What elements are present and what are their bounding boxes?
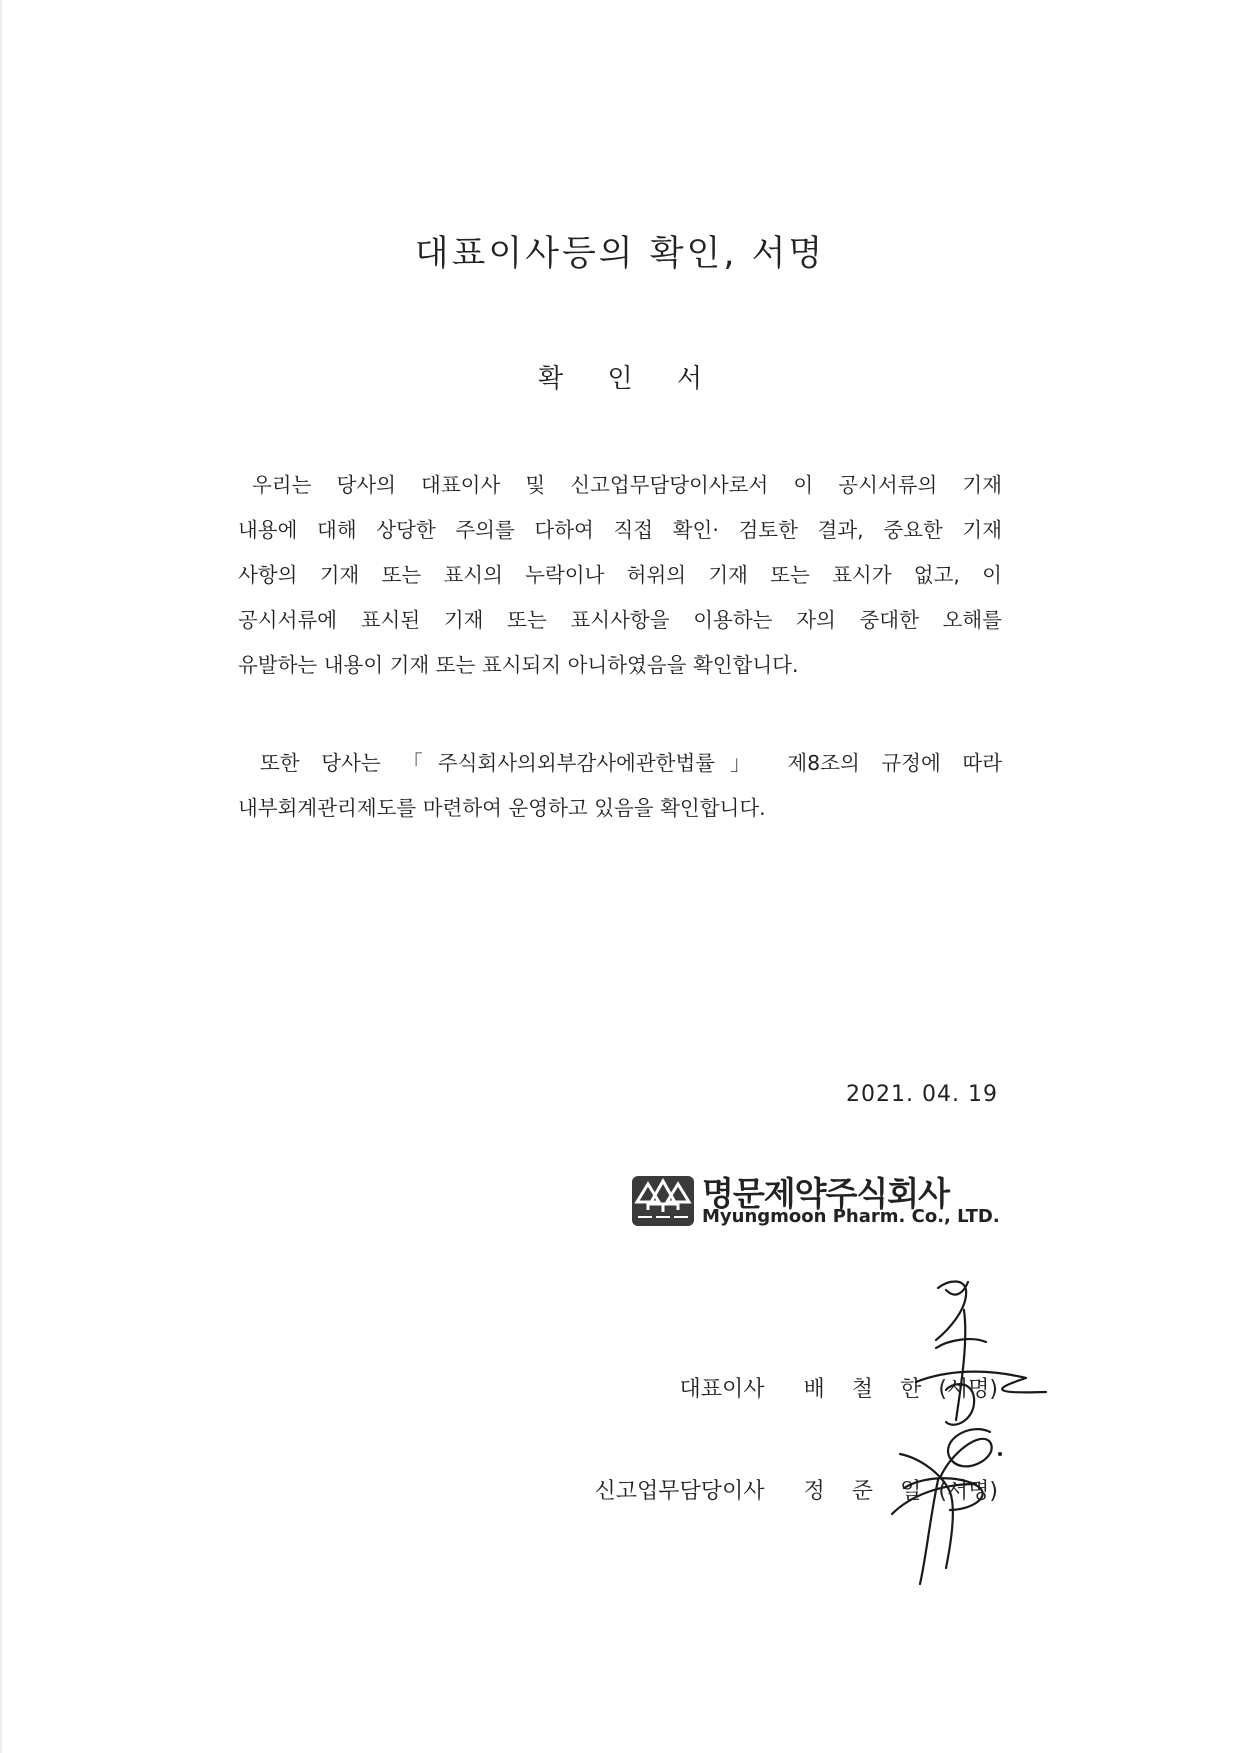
paragraph-line: 또한 당사는 「주식회사의외부감사에관한법률」 제8조의 규정에 따라 — [260, 751, 1002, 775]
paragraph-line: 우리는 당사의 대표이사 및 신고업무담당이사로서 이 공시서류의 기재 — [252, 473, 1002, 497]
signatory-name — [794, 1372, 932, 1403]
signatory-name-char: 배 — [803, 1377, 825, 1402]
ceo-signature-line — [680, 1372, 998, 1403]
signatory-name-char: 정 — [803, 1479, 825, 1504]
signature-seal-label: (서명) — [938, 1377, 998, 1402]
document-title: 대표이사등의 확인, 서명 — [414, 234, 826, 274]
paragraph-line: 사항의 기재 또는 표시의 누락이나 허위의 기재 또는 표시가 없고, 이 — [238, 563, 1002, 587]
confirmation-paragraph — [238, 463, 1002, 688]
paragraph-line: 내용에 대해 상당한 주의를 다하여 직접 확인· 검토한 결과, 중요한 기재 — [238, 518, 1002, 542]
signatory-name-char: 철 — [851, 1377, 874, 1402]
signatory-name-char: 준 — [851, 1479, 874, 1504]
internal-control-paragraph — [238, 741, 1002, 831]
subtitle-char: 확 — [538, 364, 564, 394]
company-name-korean: 명문제약주식회사 — [702, 1174, 950, 1213]
signature-seal-label: (서명) — [938, 1479, 998, 1504]
signatory-role: 대표이사 — [679, 1377, 765, 1402]
document-subtitle — [0, 358, 1240, 395]
disclosure-officer-signature-line — [595, 1474, 999, 1505]
signatory-name-char: 일 — [900, 1479, 922, 1504]
subtitle-char: 서 — [676, 364, 702, 394]
signatory-role: 신고업무담당이사 — [594, 1479, 765, 1504]
document-date: 2021. 04. 19 — [846, 1082, 998, 1107]
handwritten-signature-icon — [876, 1270, 1056, 1440]
subtitle-char: 인 — [607, 364, 633, 394]
paragraph-line: 내부회계관리제도를 마련하여 운영하고 있음을 확인합니다. — [238, 796, 766, 820]
pine-trees-logo-icon — [632, 1176, 694, 1226]
signatory-name — [794, 1474, 932, 1505]
company-logo — [632, 1172, 1000, 1232]
paragraph-line: 공시서류에 표시된 기재 또는 표시사항을 이용하는 자의 중대한 오해를 — [238, 608, 1002, 632]
company-name-english: Myungmoon Pharm. Co., LTD. — [702, 1206, 1000, 1227]
signatory-name-char: 한 — [900, 1377, 922, 1402]
paragraph-line: 유발하는 내용이 기재 또는 표시되지 아니하였음을 확인합니다. — [238, 653, 799, 677]
